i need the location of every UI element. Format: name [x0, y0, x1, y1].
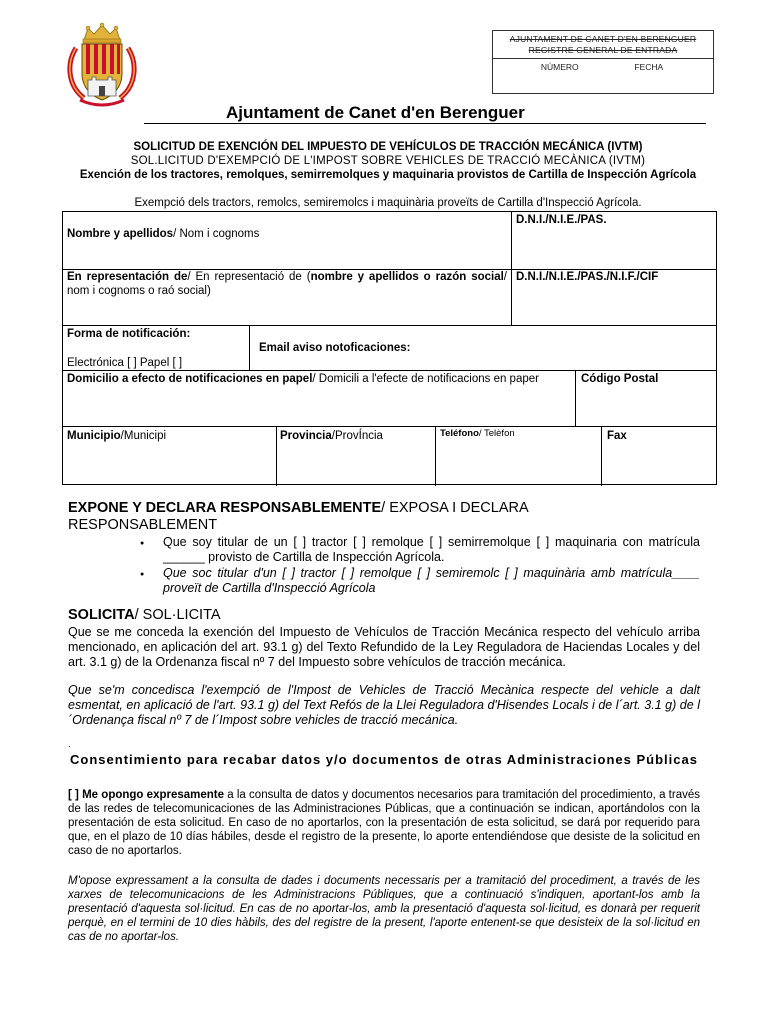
notification-method-checkboxes[interactable]: Electrónica [ ] Papel [ ] — [67, 357, 183, 369]
stamp-fecha-label: FECHA — [634, 62, 664, 72]
expone-list — [140, 535, 700, 597]
municipio-field[interactable]: Municipio/Municipi — [67, 430, 167, 442]
stamp-numero-label: NÚMERO — [540, 62, 579, 72]
separator-dot: . — [68, 739, 71, 749]
list-item: ● Que soc titular d'un [ ] tractor [ ] remolque [ ] semiremolc [ ] maquinària amb matrícula____ proveït de Cartilla d'Inspecció Agrícola — [140, 566, 700, 596]
codigo-postal-field[interactable]: Código Postal — [581, 373, 659, 385]
domicilio-field[interactable]: Domicilio a efecto de notificaciones en papel/ Domicili a l'efecte de notificacions en paper — [67, 373, 539, 385]
oppose-checkbox[interactable]: [ ] Me opongo expresamente — [68, 789, 225, 801]
consent-title: Consentimiento para recabar datos y/o documentos de otras Administraciones Públicas — [70, 752, 698, 767]
stamp-line-1: AJUNTAMENT DE CANET D'EN BERENGUER — [509, 34, 697, 44]
forma-notificacion-label: Forma de notificación: — [67, 328, 191, 340]
registry-stamp — [492, 30, 714, 94]
applicant-form — [62, 211, 717, 485]
title-underline — [144, 123, 706, 124]
representacion-field[interactable]: En representación de/ En representació de (nombre y apellidos o razón social/ nom i cognoms o raó social) — [67, 271, 507, 297]
fax-field[interactable]: Fax — [607, 430, 627, 442]
solicita-text-es: Que se me conceda la exención del Impuesto de Vehículos de Tracción Mecánica respecto del vehículo arriba mencionado, en aplicación del art. 93.1 g) del Texto Refundido de la Ley Reguladora de Haciendas Locales y del art. 3.1 g) de la Ordenanza fiscal nº 7 del Impuesto sobre vehículos de tracción mecánica. — [68, 625, 700, 669]
municipal-coat-of-arms — [62, 22, 142, 108]
subheading-va: Exempció dels tractors, remolcs, semiremolcs i maquinària proveïts de Cartilla d'Inspecció Agrícola. — [134, 197, 642, 209]
consent-text-va: M'opose expressament a la consulta de dades i documents necessaris per a tramitació del procediment, a través de les xarxes de telecomunicacions de les Administracions Públiques, que a continuació s'indiquen, aportant-los amb la presentació d'aquesta sol·licitud. En cas de no aportar-los, amb la presentació d'aquesta sol·licitud, es donarà per requerit perquè, en el termini de 10 dies hàbils, des del registre de la present, l'aporte entenent-se que desisteix de la sol·licitud en cas de no aportar-los. — [68, 875, 700, 943]
stamp-line-2: REGISTRE GENERAL DE ENTRADA — [528, 45, 678, 55]
email-field[interactable]: Email aviso notoficaciones: — [259, 342, 411, 354]
heading-va: SOL.LICITUD D'EXEMPCIÓ DE L'IMPOST SOBRE VEHICLES DE TRACCIÓ MECÀNICA (IVTM) — [130, 155, 646, 167]
list-item: ● Que soy titular de un [ ] tractor [ ] remolque [ ] semirremolque [ ] maquinaria con matrícula ______ provisto de Cartilla de Inspección Agrícola. — [140, 535, 700, 565]
solicita-text-va: Que se'm concedisca l'exempció de l'Impost de Vehicles de Tracció Mecànica respecte del vehicle a dalt esmentat, en aplicació de l'art. 93.1 g) del Text Refós de la Llei Reguladora d'Hisendes Locals i de l´art. 3.1 g) de l´Ordenança fiscal nº 7 de l´Impost sobre vehicles de tracció mecánica. — [68, 683, 700, 727]
heading-es: SOLICITUD DE EXENCIÓN DEL IMPUESTO DE VEHÍCULOS DE TRACCIÓN MECÁNICA (IVTM) — [133, 141, 643, 153]
telefono-field[interactable]: Teléfono/ Telèfon — [440, 428, 515, 439]
page-title: Ajuntament de Canet d'en Berenguer — [226, 103, 525, 122]
expone-title: EXPONE Y DECLARA RESPONSABLEMENTE/ EXPOSA I DECLARA RESPONSABLEMENT — [68, 500, 528, 533]
dni-representante-field[interactable]: D.N.I./N.I.E./PAS./N.I.F./CIF — [516, 271, 659, 283]
provincia-field[interactable]: Provincia/ProvÍncia — [280, 430, 383, 442]
nombre-field[interactable]: Nombre y apellidos/ Nom i cognoms — [67, 228, 260, 240]
consent-text-es: [ ] Me opongo expresamente a la consulta de datos y documentos necesarios para tramitación del procedimiento, a través de las redes de telecomunicaciones de las Administraciones Públicas, que a continuación se indican, aportándolos con la presentación de esta solicitud. En caso de no aportarlos, con la presentación de esta solicitud, se dará por requerido para que, en el plazo de 10 días hábiles, desde el registro de la presente, lo aporte entendiéndose que desiste de la solicitud en caso de no aportarlos. — [68, 789, 701, 857]
dni-field[interactable]: D.N.I./N.I.E./PAS. — [516, 214, 607, 226]
subheading-es: Exención de los tractores, remolques, semirremolques y maquinaria provistos de Cartilla de Inspección Agrícola — [79, 169, 697, 181]
solicita-title: SOLICITA/ SOL·LICITA — [68, 607, 221, 623]
